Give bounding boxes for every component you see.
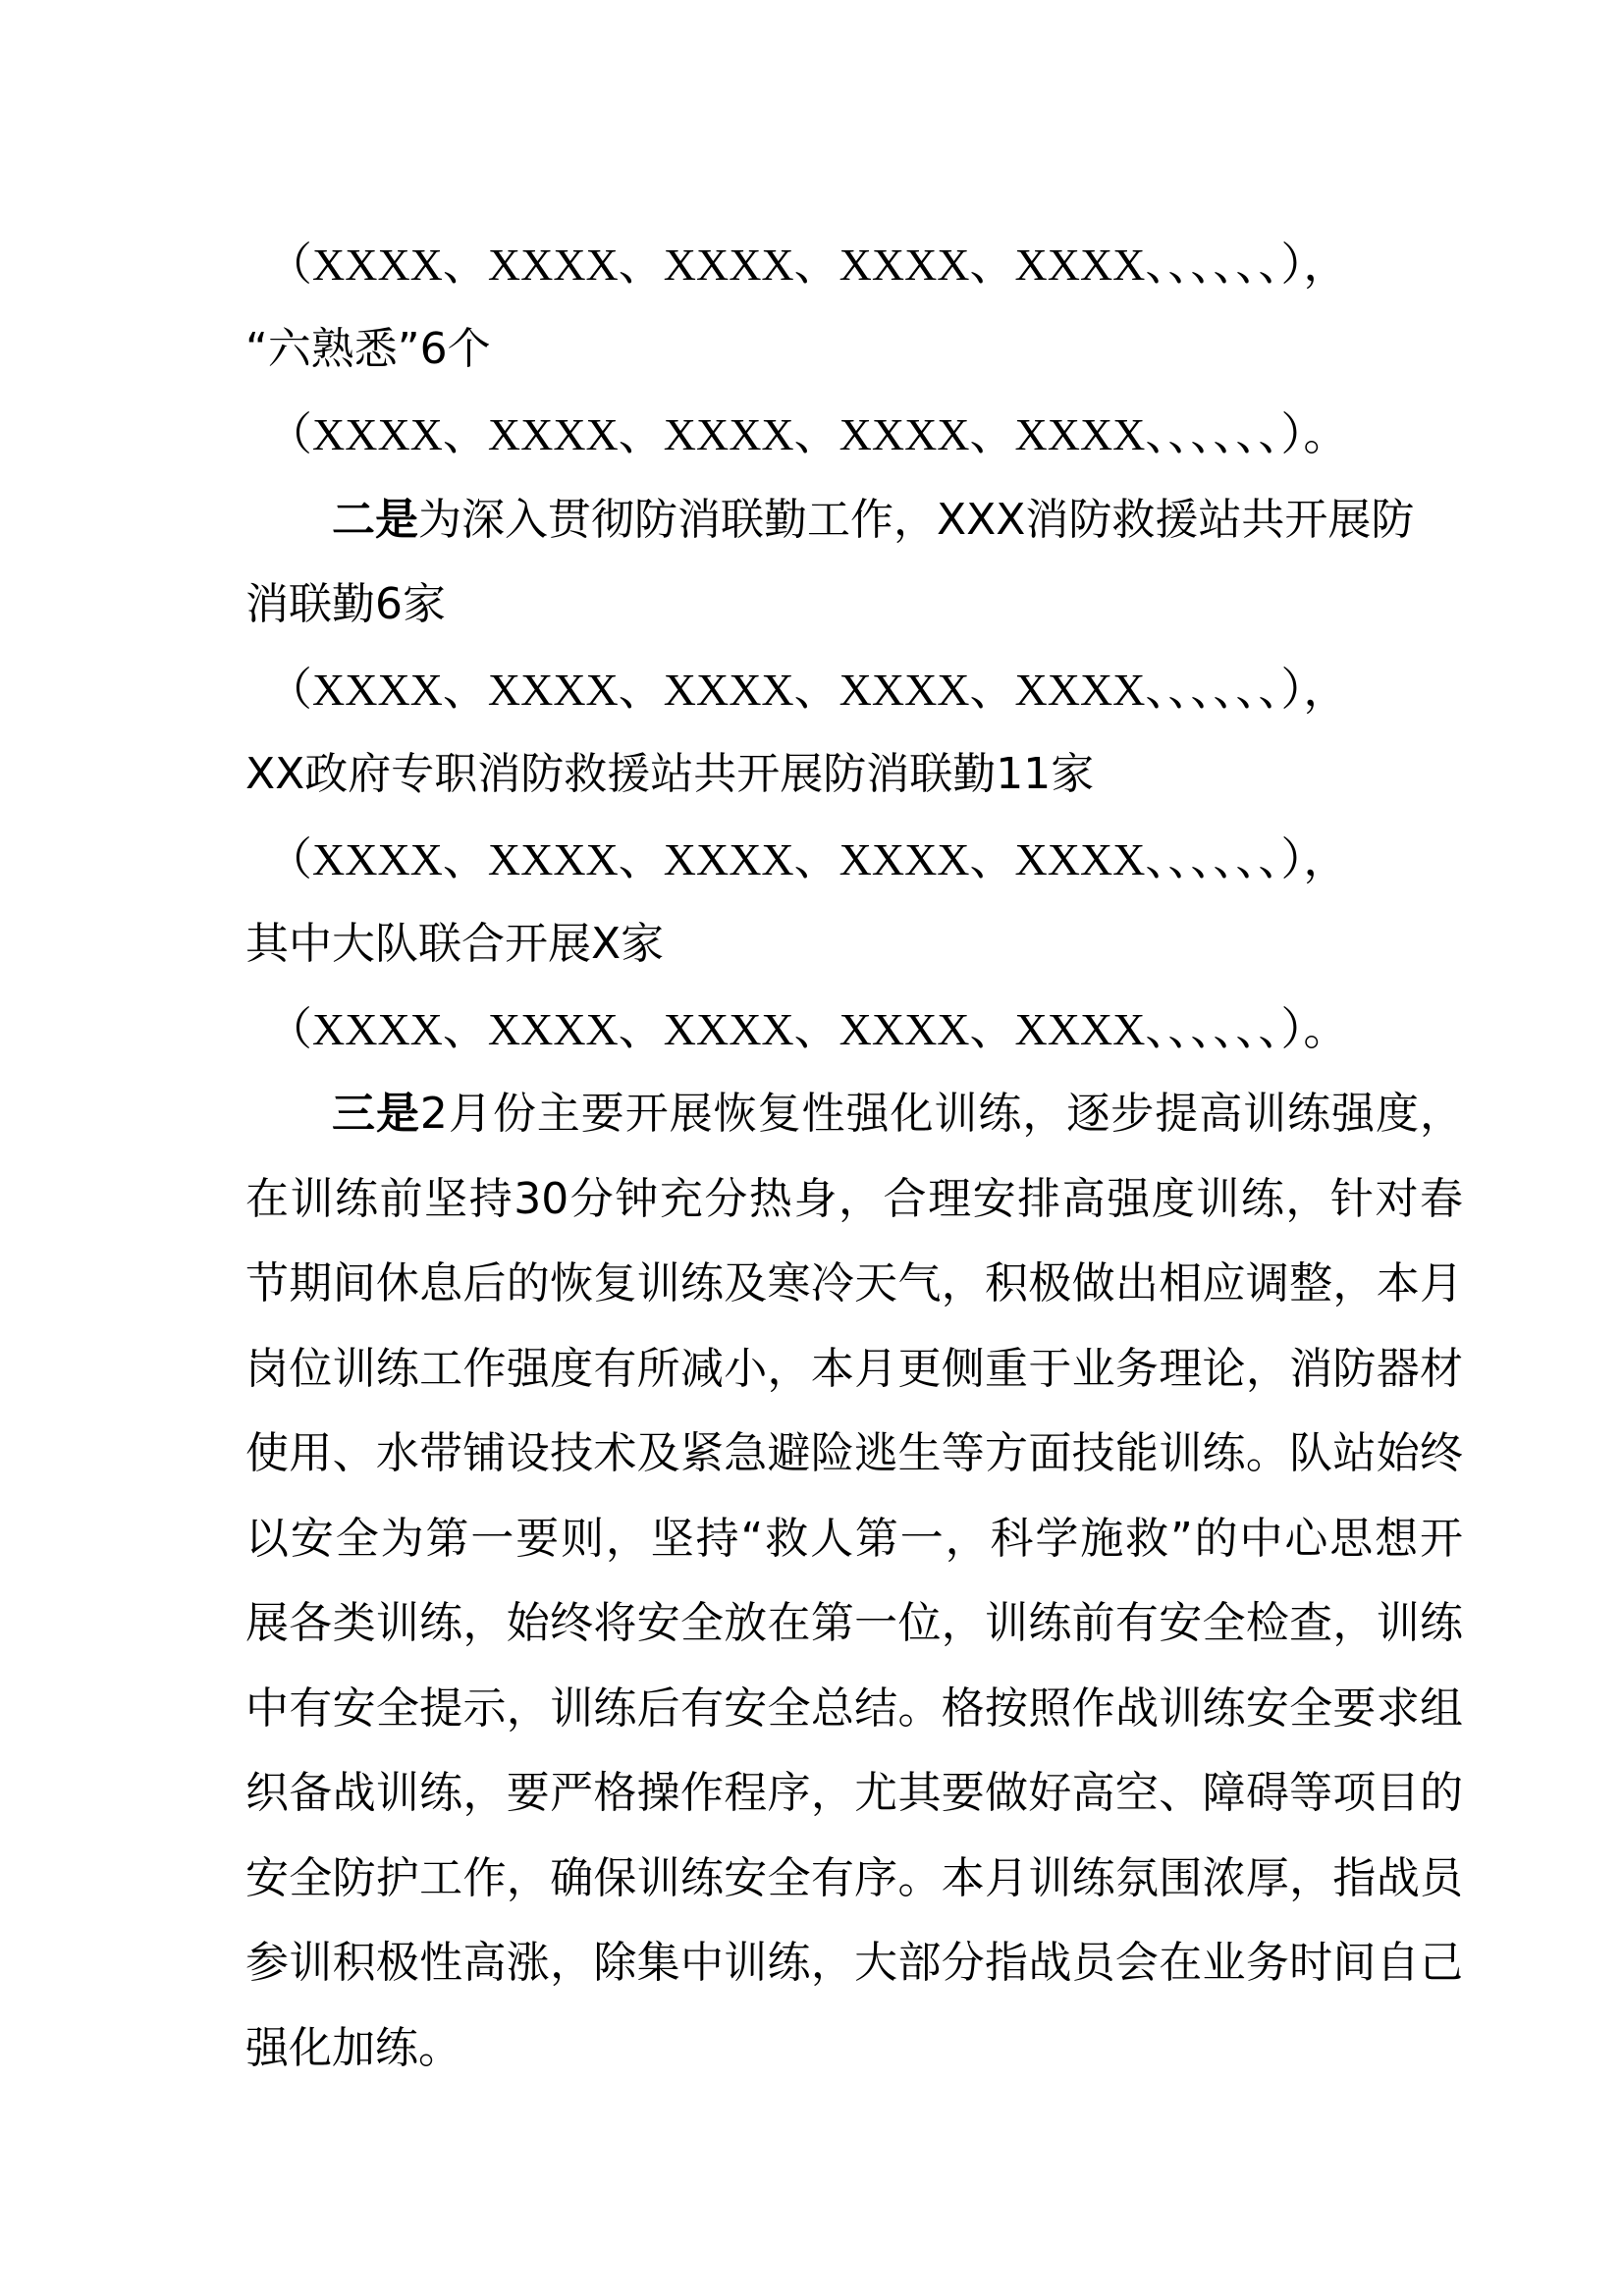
- line-text: （XXXX、XXXX、XXXX、XXXX、XXXX、、、、、、），: [267, 240, 1349, 290]
- line-text: （XXXX、XXXX、XXXX、XXXX、XXXX、、、、、、）。: [267, 409, 1349, 459]
- line-government-station: [245, 745, 1483, 804]
- line-text: 消联勤6家: [245, 579, 446, 629]
- paragraph-third-line-11: [245, 1934, 1463, 1993]
- line-parenthetical-list-3: [267, 661, 1504, 720]
- line-text: 岗位训练工作强度有所减小，本月更侧重于业务理论，消防器材: [245, 1344, 1463, 1394]
- line-text: 使用、水带铺设技术及紧急避险逃生等方面技能训练。队站始终: [245, 1428, 1463, 1478]
- paragraph-lead-second: 二是: [332, 495, 418, 545]
- line-text: 参训积极性高涨，除集中训练，大部分指战员会在业务时间自己: [245, 1938, 1463, 1988]
- line-text: 在训练前坚持30分钟充分热身，合理安排高强度训练，针对春: [245, 1174, 1463, 1224]
- line-text: （XXXX、XXXX、XXXX、XXXX、XXXX、、、、、、）。: [267, 1004, 1349, 1054]
- paragraph-third-start: [332, 1085, 1463, 1144]
- paragraph-third-line-3: [245, 1255, 1463, 1313]
- line-text: 展各类训练，始终将安全放在第一位，训练前有安全检查，训练: [245, 1598, 1463, 1648]
- paragraph-third-line-2: [245, 1170, 1463, 1229]
- line-text: XX政府专职消防救援站共开展防消联勤11家: [245, 749, 1095, 799]
- line-parenthetical-list-5: [267, 1000, 1504, 1059]
- paragraph-third-line-7: [245, 1594, 1463, 1653]
- line-text: 2月份主要开展恢复性强化训练，逐步提高训练强度，: [419, 1089, 1463, 1139]
- line-joint-duty-6: [245, 575, 1483, 634]
- line-text: 中有安全提示，训练后有安全总结。格按照作战训练安全要求组: [245, 1683, 1463, 1734]
- paragraph-third-line-12: [245, 2019, 1483, 2078]
- paragraph-third-line-6: [245, 1510, 1463, 1569]
- paragraph-third-line-9: [245, 1764, 1463, 1823]
- line-brigade-joint: [245, 915, 1483, 974]
- paragraph-lead-third: 三是: [332, 1089, 420, 1139]
- paragraph-third-line-8: [245, 1680, 1463, 1738]
- line-parenthetical-list-4: [267, 830, 1504, 889]
- line-text: 为深入贯彻防消联勤工作，XXX消防救援站共开展防: [418, 495, 1415, 545]
- line-text: （XXXX、XXXX、XXXX、XXXX、XXXX、、、、、、），: [267, 665, 1349, 715]
- line-text: 强化加练。: [245, 2023, 461, 2073]
- paragraph-second-start: [332, 491, 1569, 550]
- line-parenthetical-list-1: [267, 236, 1504, 294]
- paragraph-third-line-10: [245, 1849, 1463, 1908]
- paragraph-third-line-5: [245, 1424, 1463, 1483]
- line-six-familiarities: [245, 320, 1483, 379]
- line-text: 以安全为第一要则，坚持“救人第一，科学施救”的中心思想开: [245, 1514, 1463, 1564]
- line-parenthetical-list-2: [267, 405, 1504, 464]
- line-text: 织备战训练，要严格操作程序，尤其要做好高空、障碍等项目的: [245, 1768, 1463, 1818]
- line-text: 安全防护工作，确保训练安全有序。本月训练氛围浓厚，指战员: [245, 1853, 1463, 1903]
- line-text: “六熟悉”6个: [245, 324, 491, 374]
- line-text: （XXXX、XXXX、XXXX、XXXX、XXXX、、、、、、），: [267, 834, 1349, 884]
- line-text: 其中大队联合开展X家: [245, 919, 665, 969]
- paragraph-third-line-4: [245, 1340, 1463, 1399]
- line-text: 节期间休息后的恢复训练及寒冷天气，积极做出相应调整，本月: [245, 1258, 1463, 1308]
